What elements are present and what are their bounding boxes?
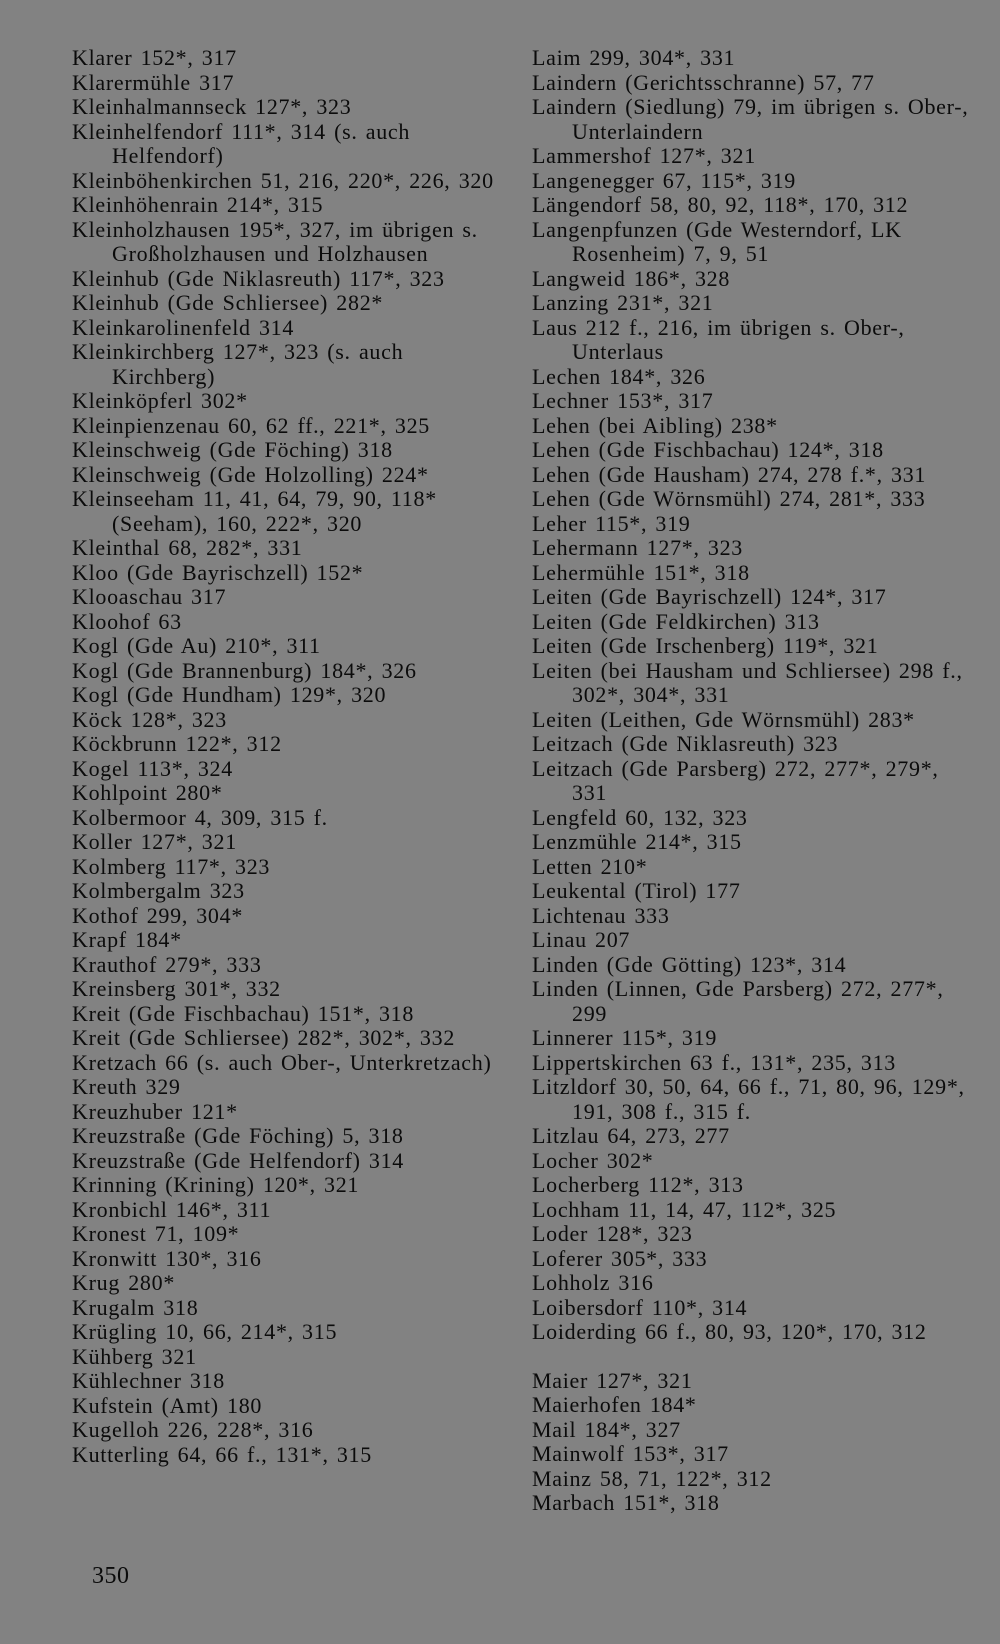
index-entry: Marbach 151*, 318 <box>532 1490 720 1515</box>
index-entry: Lochham 11, 14, 47, 112*, 325 <box>532 1196 837 1222</box>
index-entry: Leiten (bei Hausham und Schliersee) 298 f., 302*, 304*, 331 <box>532 657 963 707</box>
index-entry: Koller 127*, 321 <box>72 829 237 854</box>
index-entry: Leitzach (Gde Niklasreuth) 323 <box>532 731 839 756</box>
index-entry: Kreuth 329 <box>72 1074 181 1099</box>
index-entry: Laindern (Gerichtsschranne) 57, 77 <box>532 69 875 95</box>
index-entry: Lehermühle 151*, 318 <box>532 559 750 585</box>
index-entry: Kutterling 64, 66 f., 131*, 315 <box>72 1441 372 1467</box>
index-entry: Kronbichl 146*, 311 <box>72 1196 272 1222</box>
index-entry: Kreinsberg 301*, 332 <box>72 976 281 1001</box>
index-entry: Kleinseeham 11, 41, 64, 79, 90, 118* (Seeham), 160, 222*, 320 <box>72 486 437 536</box>
index-entry: Lehermann 127*, 323 <box>532 535 743 560</box>
index-entry: Leiten (Gde Irschenberg) 119*, 321 <box>532 633 879 658</box>
index-entry: Lehen (Gde Hausham) 274, 278 f.*, 331 <box>532 461 927 487</box>
index-entry: Kreit (Gde Fischbachau) 151*, 318 <box>72 1000 415 1026</box>
index-entry: Kleinhelfendorf 111*, 314 (s. auch Helfendorf) <box>72 118 411 168</box>
index-entry: Lippertskirchen 63 f., 131*, 235, 313 <box>532 1049 897 1075</box>
index-entry: Lohholz 316 <box>532 1270 654 1295</box>
index-entry: Laindern (Siedlung) 79, im übrigen s. Ober-, Unterlaindern <box>532 94 969 144</box>
index-entry: Lichtenau 333 <box>532 902 670 928</box>
index-entry: Köck 128*, 323 <box>72 706 227 732</box>
index-entry: Kretzach 66 (s. auch Ober-, Unterkretzach) <box>72 1049 492 1075</box>
index-entry: Kreit (Gde Schliersee) 282*, 302*, 332 <box>72 1025 456 1050</box>
index-entry: Krug 280* <box>72 1270 176 1295</box>
index-entry: Kleinböhenkirchen 51, 216, 220*, 226, 320 <box>72 167 494 193</box>
index-entry: Lehen (Gde Wörnsmühl) 274, 281*, 333 <box>532 486 926 511</box>
index-entry: Leukental (Tirol) 177 <box>532 878 741 903</box>
index-entry: Kloo (Gde Bayrischzell) 152* <box>72 559 364 585</box>
index-entry: Kleinthal 68, 282*, 331 <box>72 535 303 560</box>
index-entry: Lechner 153*, 317 <box>532 388 714 413</box>
index-entry: Lammershof 127*, 321 <box>532 143 756 168</box>
index-entry: Loder 128*, 323 <box>532 1221 693 1246</box>
index-entry: Maier 127*, 321 <box>532 1367 693 1393</box>
index-entry: Lechen 184*, 326 <box>532 363 706 389</box>
index-entry: Langweid 186*, 328 <box>532 265 731 291</box>
index-entry: Laim 299, 304*, 331 <box>532 45 736 70</box>
index-entry: Locher 302* <box>532 1147 654 1173</box>
index-entry: Köckbrunn 122*, 312 <box>72 731 282 756</box>
index-entry: Kolmbergalm 323 <box>72 878 245 903</box>
index-entry: Längendorf 58, 80, 92, 118*, 170, 312 <box>532 192 909 217</box>
index-entry: Kohlpoint 280* <box>72 780 223 805</box>
index-entry: Langenpfunzen (Gde Westerndorf, LK Rosenheim) 7, 9, 51 <box>532 216 902 266</box>
index-entry: Kothof 299, 304* <box>72 902 244 928</box>
index-entry: Kogl (Gde Hundham) 129*, 320 <box>72 682 387 707</box>
index-entry: Mail 184*, 327 <box>532 1416 681 1442</box>
index-entry: Laus 212 f., 216, im übrigen s. Ober-, Unterlaus <box>532 314 905 364</box>
index-entry: Locherberg 112*, 313 <box>532 1172 744 1197</box>
index-entry: Loiderding 66 f., 80, 93, 120*, 170, 312 <box>532 1319 927 1344</box>
index-entry: Kufstein (Amt) 180 <box>72 1392 263 1418</box>
index-entry: Mainz 58, 71, 122*, 312 <box>532 1465 772 1491</box>
index-entry: Loferer 305*, 333 <box>532 1245 708 1271</box>
index-left-column <box>72 46 512 1467</box>
index-entry: Kühlechner 318 <box>72 1368 225 1393</box>
index-entry: Kleinholzhausen 195*, 327, im übrigen s. Großholzhausen und Holzhausen <box>72 216 478 266</box>
index-entry: Kreuzstraße (Gde Helfendorf) 314 <box>72 1147 404 1173</box>
index-entry: Kreuzstraße (Gde Föching) 5, 318 <box>72 1123 404 1148</box>
index-entry: Krügling 10, 66, 214*, 315 <box>72 1319 338 1344</box>
index-entry: Leher 115*, 319 <box>532 510 691 536</box>
index-entry: Klarer 152*, 317 <box>72 45 237 70</box>
index-entry: Langenegger 67, 115*, 319 <box>532 167 797 193</box>
index-entry: Lengfeld 60, 132, 323 <box>532 804 748 830</box>
index-entry: Kolmberg 117*, 323 <box>72 853 271 879</box>
index-entry: Kleinhub (Gde Niklasreuth) 117*, 323 <box>72 265 445 291</box>
index-entry: Kleinschweig (Gde Föching) 318 <box>72 437 393 462</box>
index-entry: Litzldorf 30, 50, 64, 66 f., 71, 80, 96, 129*, 191, 308 f., 315 f. <box>532 1074 965 1124</box>
index-entry: Mainwolf 153*, 317 <box>532 1441 729 1466</box>
index-entry: Kogl (Gde Au) 210*, 311 <box>72 633 321 658</box>
index-entry: Kleinhalmannseck 127*, 323 <box>72 94 352 119</box>
index-entry: Krapf 184* <box>72 927 182 952</box>
index-entry: Kleinkirchberg 127*, 323 (s. auch Kirchberg) <box>72 339 404 389</box>
index-entry: Linden (Linnen, Gde Parsberg) 272, 277*, 299 <box>532 976 944 1026</box>
index-entry: Kogel 113*, 324 <box>72 755 233 781</box>
index-entry: Klooaschau 317 <box>72 584 227 609</box>
index-entry: Klarermühle 317 <box>72 69 235 95</box>
index-entry: Kronwitt 130*, 316 <box>72 1245 262 1271</box>
index-entry: Litzlau 64, 273, 277 <box>532 1123 730 1148</box>
index-entry: Lehen (Gde Fischbachau) 124*, 318 <box>532 437 884 462</box>
index-entry: Lanzing 231*, 321 <box>532 290 714 315</box>
index-entry: Linau 207 <box>532 927 631 952</box>
index-entry: Linnerer 115*, 319 <box>532 1025 718 1050</box>
page-number: 350 <box>92 1563 130 1589</box>
index-entry: Kleinschweig (Gde Holzolling) 224* <box>72 461 429 487</box>
index-entry: Kogl (Gde Brannenburg) 184*, 326 <box>72 657 417 683</box>
index-right-column <box>532 46 977 1516</box>
index-entry: Kühberg 321 <box>72 1343 197 1369</box>
index-entry: Kleinkarolinenfeld 314 <box>72 314 295 340</box>
index-entry: Loibersdorf 110*, 314 <box>532 1294 748 1320</box>
index-entry: Kolbermoor 4, 309, 315 f. <box>72 804 328 830</box>
index-entry: Leiten (Gde Bayrischzell) 124*, 317 <box>532 584 887 609</box>
index-entry: Linden (Gde Götting) 123*, 314 <box>532 951 847 977</box>
index-entry: Kloohof 63 <box>72 608 182 634</box>
index-entry: Leiten (Gde Feldkirchen) 313 <box>532 608 820 634</box>
index-entry: Kleinhöhenrain 214*, 315 <box>72 192 324 217</box>
index-entry: Lehen (bei Aibling) 238* <box>532 412 778 438</box>
index-entry: Maierhofen 184* <box>532 1392 697 1417</box>
index-entry: Lenzmühle 214*, 315 <box>532 829 742 854</box>
index-entry: Kleinpienzenau 60, 62 ff., 221*, 325 <box>72 412 431 438</box>
index-entry: Krinning (Krining) 120*, 321 <box>72 1172 360 1197</box>
index-entry: Kreuzhuber 121* <box>72 1098 238 1124</box>
index-entry: Kleinhub (Gde Schliersee) 282* <box>72 290 384 315</box>
index-entry: Krauthof 279*, 333 <box>72 951 262 977</box>
index-entry: Letten 210* <box>532 853 648 879</box>
index-entry: Kleinköpferl 302* <box>72 388 248 413</box>
index-entry: Leitzach (Gde Parsberg) 272, 277*, 279*, 331 <box>532 755 939 805</box>
index-entry: Kugelloh 226, 228*, 316 <box>72 1417 314 1442</box>
index-entry: Krugalm 318 <box>72 1294 199 1320</box>
index-entry: Kronest 71, 109* <box>72 1221 240 1246</box>
index-entry: Leiten (Leithen, Gde Wörnsmühl) 283* <box>532 706 915 732</box>
